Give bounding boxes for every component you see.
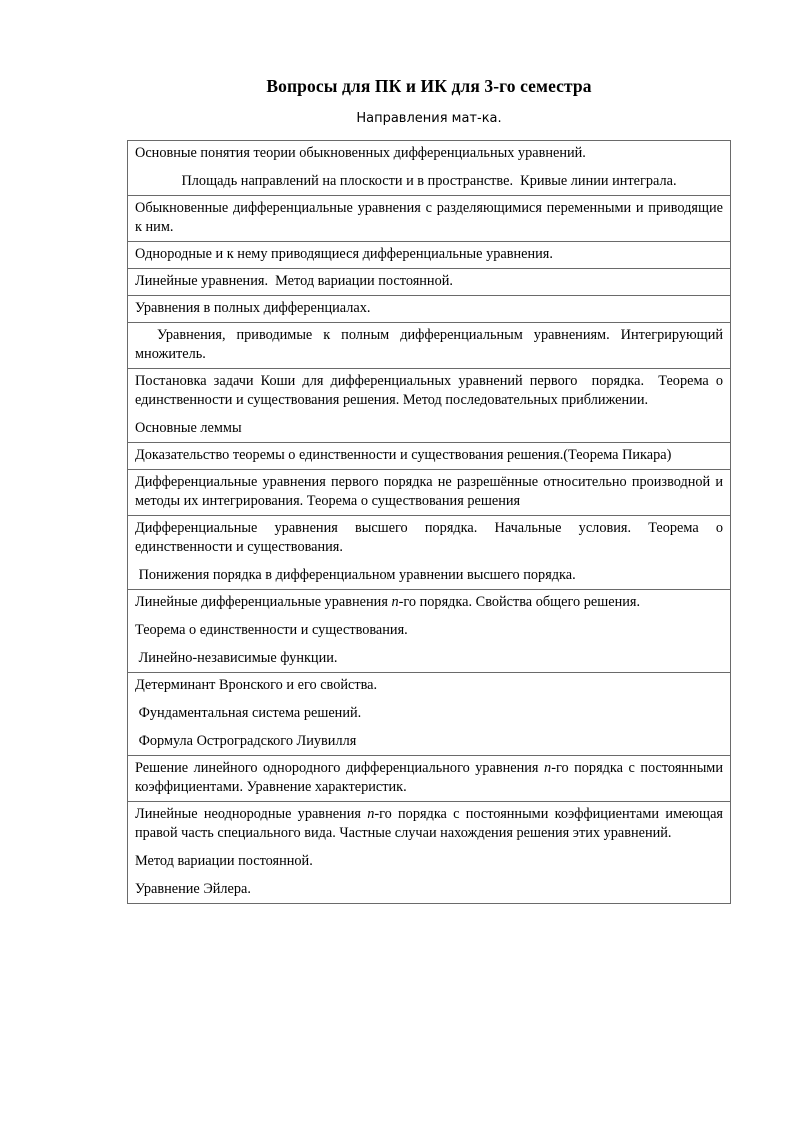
question-row xyxy=(128,269,731,296)
question-text: Основные леммы xyxy=(135,420,242,436)
question-row xyxy=(128,756,731,802)
question-cell xyxy=(128,470,731,516)
question-cell xyxy=(128,673,731,756)
question-text: Обыкновенные дифференциальные уравнения с разделяющимися переменными и приводящие к ним. xyxy=(135,200,727,235)
question-cell xyxy=(128,296,731,323)
question-cell xyxy=(128,242,731,269)
question-text: Формула Остроградского Лиувилля xyxy=(135,733,357,749)
question-text: Доказательство теоремы о единственности и существования решения.(Теорема Пикара) xyxy=(135,447,672,463)
question-cell xyxy=(128,196,731,242)
question-text xyxy=(135,759,723,797)
question-text-part: Линейные дифференциальные уравнения xyxy=(135,594,392,610)
question-row xyxy=(128,590,731,673)
question-text: Линейные уравнения. Метод вариации постоянной. xyxy=(135,273,453,289)
question-text: Площадь направлений на плоскости и в пространстве. Кривые линии интеграла. xyxy=(181,173,677,189)
question-row xyxy=(128,470,731,516)
question-text: Основные понятия теории обыкновенных дифференциальных уравнений. xyxy=(135,145,586,161)
question-text: Дифференциальные уравнения высшего порядка. Начальные условия. Теорема о единственности и существования. xyxy=(135,520,727,555)
order-variable: n xyxy=(391,594,399,610)
question-text xyxy=(135,805,723,843)
question-cell xyxy=(128,369,731,443)
questions-table xyxy=(127,140,731,904)
question-row xyxy=(128,141,731,196)
question-cell xyxy=(128,269,731,296)
question-cell xyxy=(128,141,731,196)
question-row xyxy=(128,369,731,443)
question-text-part: Линейные неоднородные уравнения xyxy=(135,806,368,822)
order-variable: n xyxy=(544,760,552,776)
page-subtitle: Направления мат-ка. xyxy=(356,111,502,126)
question-text: Однородные и к нему приводящиеся дифференциальные уравнения. xyxy=(135,246,553,262)
questions-table-body xyxy=(128,141,731,904)
order-variable: n xyxy=(367,806,375,822)
question-text-part: -го порядка с постоянными коэффициентами имеющая правой часть специального вида. Частные случаи нахождения решения этих уравнений. xyxy=(135,806,723,841)
question-text-part: -го порядка. Свойства общего решения. xyxy=(398,594,641,610)
question-text: Детерминант Вронского и его свойства. xyxy=(135,677,378,693)
question-row xyxy=(128,242,731,269)
question-row xyxy=(128,802,731,904)
question-text: Уравнения, приводимые к полным дифференциальным уравнениям. Интегрирующий множитель. xyxy=(135,327,727,362)
question-row xyxy=(128,673,731,756)
question-text: Понижения порядка в дифференциальном уравнении высшего порядка. xyxy=(135,567,576,583)
page-title: Вопросы для ПК и ИК для 3-го семестра xyxy=(266,76,592,96)
question-text: Постановка задачи Коши для дифференциальных уравнений первого порядка. Теорема о единственности и существования решения. Метод последовательных приближении. xyxy=(135,373,727,408)
question-text: Теорема о единственности и существования. xyxy=(135,622,408,638)
question-text: Фундаментальная система решений. xyxy=(135,705,362,721)
question-row xyxy=(128,443,731,470)
question-text: Дифференциальные уравнения первого порядка не разрешённые относительно производной и методы их интегрирования. Теорема о существования решения xyxy=(135,474,727,509)
question-text: Уравнение Эйлера. xyxy=(135,881,251,897)
question-row xyxy=(128,516,731,590)
question-text-part: Решение линейного однородного дифференциального уравнения xyxy=(135,760,545,776)
question-cell xyxy=(128,516,731,590)
question-row xyxy=(128,323,731,369)
question-row xyxy=(128,296,731,323)
question-cell xyxy=(128,802,731,904)
question-row xyxy=(128,196,731,242)
question-text xyxy=(135,593,723,612)
question-text: Метод вариации постоянной. xyxy=(135,853,313,869)
question-text: Линейно-независимые функции. xyxy=(135,650,338,666)
question-text-part: -го порядка с постоянными коэффициентами. Уравнение характеристик. xyxy=(135,760,723,795)
question-cell xyxy=(128,323,731,369)
question-cell xyxy=(128,590,731,673)
question-cell xyxy=(128,443,731,470)
question-cell xyxy=(128,756,731,802)
question-text: Уравнения в полных дифференциалах. xyxy=(135,300,371,316)
